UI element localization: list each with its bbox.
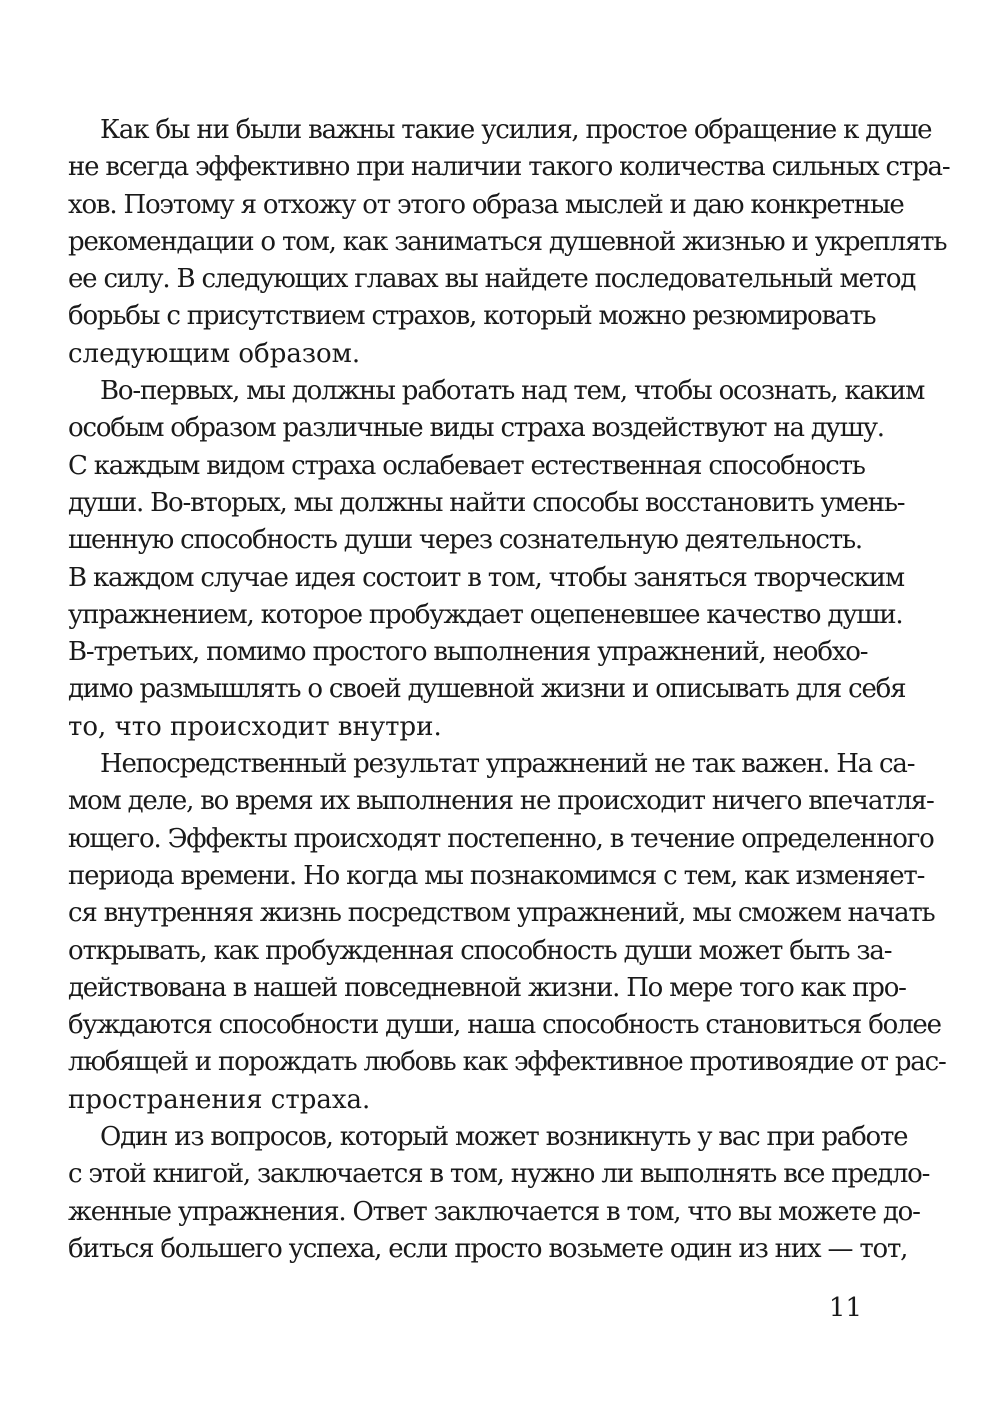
text-line: особым образом различные виды страха воздействуют на душу. — [68, 413, 884, 444]
text-line: буждаются способности души, наша способность становиться более — [68, 1010, 941, 1041]
text-line: шенную способность души через сознательную деятельность. — [68, 525, 863, 556]
text-line: мом деле, во время их выполнения не происходит ничего впечатля- — [68, 786, 934, 817]
text-line: Один из вопросов, который может возникнуть у вас при работе — [100, 1122, 908, 1153]
text-line: периода времени. Но когда мы познакомимся с тем, как изменяет- — [68, 860, 925, 891]
text-line: В-третьих, помимо простого выполнения упражнений, необхо- — [68, 637, 868, 668]
text-line: следующим образом. — [68, 338, 361, 369]
text-line: женные упражнения. Ответ заключается в том, что вы можете до- — [68, 1196, 920, 1227]
text-line: упражнением, которое пробуждает оцепеневшее качество души. — [68, 599, 903, 630]
text-line: ющего. Эффекты происходят постепенно, в течение определенного — [68, 823, 934, 854]
text-line: Как бы ни были важны такие усилия, простое обращение к душе — [100, 115, 932, 145]
text-line: хов. Поэтому я отхожу от этого образа мыслей и даю конкретные — [68, 189, 904, 220]
text-line: ее силу. В следующих главах вы найдете последовательный метод — [68, 264, 916, 295]
text-line: с этой книгой, заключается в том, нужно ли выполнять все предло- — [68, 1159, 930, 1190]
text-line: С каждым видом страха ослабевает естественная способность — [68, 450, 865, 481]
text-line: пространения страха. — [68, 1084, 371, 1115]
text-line: рекомендации о том, как заниматься душевной жизнью и укреплять — [68, 226, 947, 257]
text-line: борьбы с присутствием страхов, который можно резюмировать — [68, 301, 876, 332]
text-line: открывать, как пробужденная способность души может быть за- — [68, 935, 892, 966]
text-line: биться большего успеха, если просто возьмете один из них — тот, — [68, 1233, 908, 1264]
text-line: димо размышлять о своей душевной жизни и описывать для себя — [68, 674, 906, 705]
text-line: Во-первых, мы должны работать над тем, чтобы осознать, каким — [100, 376, 925, 407]
text-line: Непосредственный результат упражнений не так важен. На са- — [100, 749, 915, 780]
text-line: не всегда эффективно при наличии такого количества сильных стра- — [68, 152, 950, 183]
text-line: действована в нашей повседневной жизни. По мере того как про- — [68, 972, 906, 1003]
text-line: ся внутренняя жизнь посредством упражнений, мы сможем начать — [68, 898, 935, 929]
text-line: В каждом случае идея состоит в том, чтобы заняться творческим — [68, 562, 904, 593]
text-line: любящей и порождать любовь как эффективное противоядие от рас- — [68, 1047, 946, 1078]
text-line: души. Во-вторых, мы должны найти способы восстановить умень- — [68, 487, 905, 518]
text-line: то, что происходит внутри. — [68, 711, 442, 742]
body-text — [68, 112, 950, 1268]
page-number: 11 — [828, 1293, 862, 1323]
